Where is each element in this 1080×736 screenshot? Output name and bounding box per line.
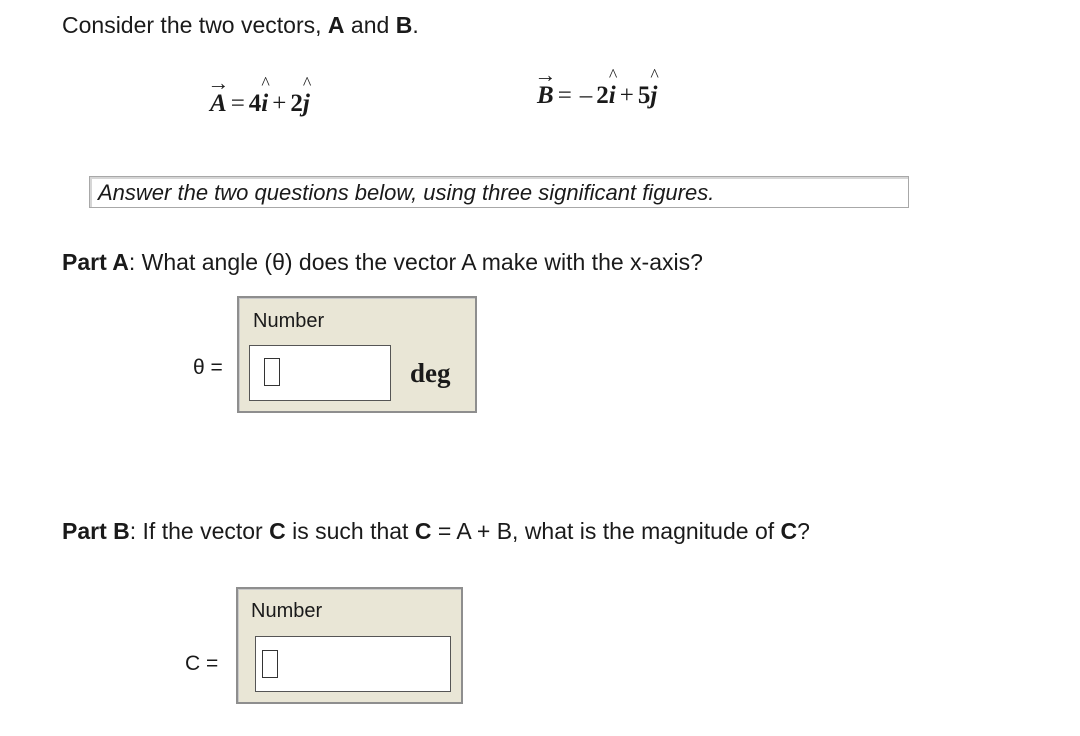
unit-j-hat: ^ j [650, 65, 658, 109]
vector-a-symbol: → A [207, 70, 230, 117]
part-b-question: Part B: If the vector C is such that C = A + B, what is the magnitude of C? [62, 518, 810, 544]
vector-b-name: B [395, 12, 413, 38]
text-cursor-icon [262, 650, 278, 678]
vector-a-name: A [327, 12, 345, 38]
intro-text: Consider the two vectors, A and B. [62, 12, 419, 38]
part-b-number-label: Number [251, 600, 323, 622]
c-label: C = [185, 652, 219, 675]
part-a-number-label: Number [253, 310, 325, 332]
part-b-label: Part B [62, 518, 130, 544]
c-input[interactable] [255, 636, 451, 692]
vector-a-equation: → A = 4 ^ i + 2 ^ j [207, 70, 311, 117]
instruction-text: Answer the two questions below, using three significant figures. [98, 180, 715, 205]
unit-i-hat: ^ i [260, 73, 269, 117]
unit-i-hat: ^ i [608, 65, 617, 109]
text-cursor-icon [264, 358, 280, 386]
vector-b-equation: → B = – 2 ^ i + 5 ^ j [534, 62, 658, 109]
unit-j-hat: ^ j [302, 73, 311, 117]
part-a-question: Part A: What angle (θ) does the vector A make with the x-axis? [62, 249, 703, 275]
vector-b-symbol: → B [534, 62, 557, 109]
part-a-label: Part A [62, 249, 129, 275]
theta-label: θ = [193, 356, 223, 379]
unit-deg: deg [410, 358, 451, 388]
